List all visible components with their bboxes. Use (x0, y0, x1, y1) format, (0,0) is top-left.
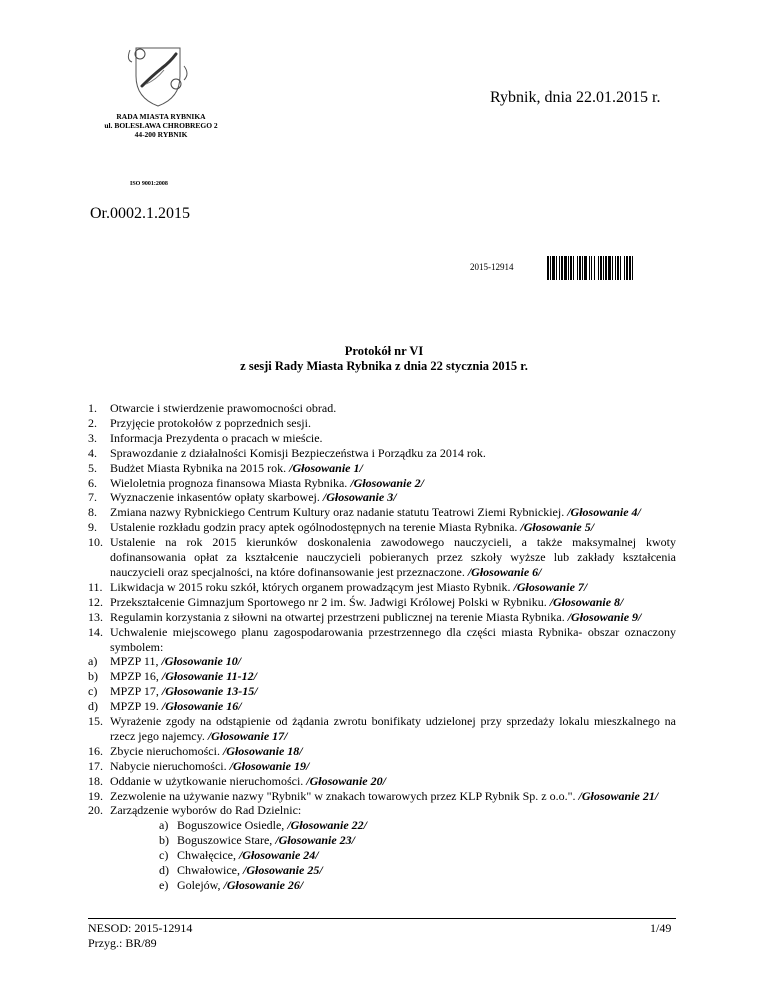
vote-reference: /Głosowanie 22/ (287, 818, 367, 833)
agenda-item-number: 11. (88, 579, 103, 594)
agenda-item-number: 9. (88, 520, 97, 535)
agenda-item-number: d) (88, 699, 98, 714)
vote-reference: /Głosowanie 2/ (350, 475, 424, 490)
agenda-item (88, 699, 676, 714)
footer-divider (88, 918, 676, 919)
vote-reference: /Głosowanie 20/ (306, 773, 386, 788)
agenda-item (88, 654, 676, 669)
iso-label: ISO 9001:2008 (130, 181, 168, 187)
agenda-item (88, 416, 676, 431)
agenda-item-number: a) (88, 654, 98, 669)
agenda-item-number: b) (159, 833, 169, 848)
agenda-item-text: MPZP 19. /Głosowanie 16/ (110, 699, 242, 714)
agenda-item (88, 789, 676, 804)
agenda-item-text: Wieloletnia prognoza finansowa Miasta Rybnika. /Głosowanie 2/ (110, 475, 424, 490)
agenda-item-number: 14. (88, 624, 103, 639)
agenda-item (88, 759, 676, 774)
org-name: RADA MIASTA RYBNIKA (116, 112, 206, 121)
document-date: Rybnik, dnia 22.01.2015 r. (490, 89, 661, 106)
agenda-item-text: MPZP 17, /Głosowanie 13-15/ (110, 684, 258, 699)
agenda-item-number: 7. (88, 490, 97, 505)
agenda-item-text: Golejów, /Głosowanie 26/ (177, 878, 304, 892)
agenda-item-number: b) (88, 669, 98, 684)
org-postal: 44-200 RYBNIK (134, 130, 188, 139)
vote-reference: /Głosowanie 8/ (549, 594, 624, 609)
vote-reference: /Głosowanie 18/ (222, 743, 303, 758)
agenda-item (88, 669, 676, 684)
agenda-item (88, 625, 676, 655)
agenda-item-text: Przyjęcie protokołów z poprzednich sesji. (110, 415, 311, 430)
agenda-item-number: 1. (88, 401, 97, 415)
agenda-item-number: 15. (88, 714, 103, 729)
agenda-item-number: 12. (88, 594, 103, 609)
protocol-subtitle: z sesji Rady Miasta Rybnika z dnia 22 stycznia 2015 r. (240, 359, 528, 373)
agenda-item-number: 4. (88, 445, 97, 460)
vote-reference: /Głosowanie 1/ (289, 460, 363, 475)
agenda-item-number: e) (159, 878, 169, 892)
agenda-item (88, 431, 676, 446)
agenda-item-number: 5. (88, 460, 97, 475)
agenda-item-number: 3. (88, 430, 97, 445)
agenda-item-text: Sprawozdanie z działalności Komisji Bezpieczeństwa i Porządku za 2014 rok. (110, 445, 486, 460)
agenda-item-text: Zarządzenie wyborów do Rad Dzielnic: (110, 803, 302, 818)
reference-number: Or.0002.1.2015 (90, 205, 190, 222)
agenda-item-text: Przekształcenie Gimnazjum Sportowego nr 2 im. Św. Jadwigi Królowej Polski w Rybniku. /Głosowanie 8/ (110, 594, 624, 609)
vote-reference: /Głosowanie 3/ (322, 490, 397, 505)
vote-reference: /Głosowanie 17/ (207, 728, 288, 743)
vote-reference: /Głosowanie 23/ (275, 833, 355, 848)
agenda-item (88, 535, 676, 580)
agenda-item-number: 20. (88, 803, 103, 818)
agenda-item (88, 520, 676, 535)
agenda-item (88, 595, 676, 610)
agenda-item (88, 774, 676, 789)
agenda-item (88, 476, 676, 491)
agenda-item-text: MPZP 16, /Głosowanie 11-12/ (110, 669, 257, 684)
agenda-item (88, 833, 676, 848)
footer-prepared-by: Przyg.: BR/89 (88, 936, 157, 950)
agenda-item-number: 10. (88, 535, 103, 550)
agenda-item-text: Ustalenie rozkładu godzin pracy aptek ogólnodostępnych na terenie Miasta Rybnika. /Głosowanie 5/ (110, 520, 595, 535)
agenda-item (88, 714, 676, 744)
agenda-item-text: Boguszowice Osiedle, /Głosowanie 22/ (177, 818, 367, 833)
agenda-item-text: Chwałęcice, /Głosowanie 24/ (177, 848, 319, 863)
agenda-item (88, 505, 676, 520)
vote-reference: /Głosowanie 10/ (161, 654, 242, 669)
agenda-item-number: d) (159, 863, 169, 878)
footer-nesod: NESOD: 2015-12914 (88, 921, 193, 935)
agenda-item-number: a) (159, 818, 169, 833)
agenda-item (88, 848, 676, 863)
agenda-item-text: Otwarcie i stwierdzenie prawomocności obrad. (110, 401, 337, 415)
agenda-item-text: Oddanie w użytkowanie nieruchomości. /Głosowanie 20/ (110, 773, 386, 788)
agenda-item-number: 19. (88, 788, 103, 803)
vote-reference: /Głosowanie 4/ (567, 505, 641, 520)
barcode-number: 2015-12914 (470, 262, 514, 272)
vote-reference: /Głosowanie 9/ (567, 609, 642, 624)
agenda-list (88, 401, 676, 893)
agenda-item-text: Wyrażenie zgody na odstąpienie od żądania zwrotu bonifikaty udzielonej przy sprzedaży lokalu mieszkalnego na rzecz jego najemcy. /Głosowanie 17/ (110, 714, 676, 743)
agenda-item-text: Chwałowice, /Głosowanie 25/ (177, 863, 323, 878)
agenda-item (88, 490, 676, 505)
agenda-item (88, 580, 676, 595)
agenda-item-text: Regulamin korzystania z siłowni na otwartej przestrzeni publicznej na terenie Miasta Rybnika. /Głosowanie 9/ (110, 609, 642, 624)
vote-reference: /Głosowanie 24/ (238, 848, 319, 863)
vote-reference: /Głosowanie 16/ (161, 699, 242, 714)
barcode-icon (547, 256, 655, 280)
agenda-item (88, 818, 676, 833)
vote-reference: /Głosowanie 19/ (229, 758, 310, 773)
agenda-item (88, 878, 676, 893)
agenda-item-text: Zmiana nazwy Rybnickiego Centrum Kultury oraz nadanie statutu Teatrowi Ziemi Rybnickiej. /Głosowanie 4/ (110, 505, 641, 520)
agenda-item-text: Boguszowice Stare, /Głosowanie 23/ (177, 833, 355, 848)
agenda-item-text: MPZP 11, /Głosowanie 10/ (110, 654, 242, 669)
agenda-item-number: 17. (88, 758, 103, 773)
agenda-item (88, 863, 676, 878)
agenda-item (88, 744, 676, 759)
agenda-item (88, 401, 676, 416)
agenda-item-number: 2. (88, 415, 97, 430)
agenda-item-number: c) (88, 684, 98, 699)
agenda-item-text: Informacja Prezydenta o pracach w mieście. (110, 430, 323, 445)
vote-reference: /Głosowanie 7/ (513, 579, 588, 594)
protocol-title: Protokół nr VI (344, 344, 424, 358)
agenda-item-text: Wyznaczenie inkasentów opłaty skarbowej. /Głosowanie 3/ (110, 490, 397, 505)
vote-reference: /Głosowanie 26/ (223, 878, 304, 892)
org-address: ul. BOLESŁAWA CHROBREGO 2 (104, 121, 218, 130)
vote-reference: /Głosowanie 5/ (520, 520, 595, 535)
vote-reference: /Głosowanie 21/ (578, 788, 659, 803)
vote-reference: /Głosowanie 11-12/ (161, 669, 257, 684)
agenda-item-text: Ustalenie na rok 2015 kierunków doskonalenia zawodowego nauczycieli, a także maksymalnej kwoty dofinansowania opłat za kształcenie nauczycieli pobieranych przez szkoły wyższe lub zakłady kształcenia nauczycieli oraz specjalności, na które dofinansowanie jest przeznaczone. /Głosowanie 6/ (110, 535, 676, 579)
agenda-item-text: Zezwolenie na używanie nazwy "Rybnik" w znakach towarowych przez KLP Rybnik Sp. z o.o.". /Głosowanie 21/ (110, 788, 659, 803)
agenda-item-number: 13. (88, 609, 103, 624)
vote-reference: /Głosowanie 25/ (242, 863, 323, 878)
agenda-item (88, 446, 676, 461)
agenda-item-text: Nabycie nieruchomości. /Głosowanie 19/ (110, 758, 310, 773)
agenda-item-number: 16. (88, 743, 103, 758)
agenda-item-text: Likwidacja w 2015 roku szkół, których organem prowadzącym jest Miasto Rybnik. /Głosowanie 7/ (110, 579, 588, 594)
agenda-item-number: 18. (88, 773, 103, 788)
agenda-item-text: Budżet Miasta Rybnika na 2015 rok. /Głosowanie 1/ (110, 460, 363, 475)
agenda-item (88, 803, 676, 818)
agenda-item-number: 8. (88, 505, 97, 520)
agenda-item (88, 684, 676, 699)
agenda-item-number: c) (159, 848, 169, 863)
agenda-item-text: Zbycie nieruchomości. /Głosowanie 18/ (110, 743, 303, 758)
coat-of-arms-icon (118, 40, 198, 110)
vote-reference: /Głosowanie 6/ (467, 564, 542, 579)
agenda-item (88, 461, 676, 476)
agenda-item-text: Uchwalenie miejscowego planu zagospodarowania przestrzennego dla części miasta Rybnika- obszar oznaczony symbolem: (110, 624, 676, 654)
page-number: 1/49 (650, 921, 672, 935)
agenda-item-number: 6. (88, 475, 97, 490)
agenda-item (88, 610, 676, 625)
vote-reference: /Głosowanie 13-15/ (161, 684, 258, 699)
